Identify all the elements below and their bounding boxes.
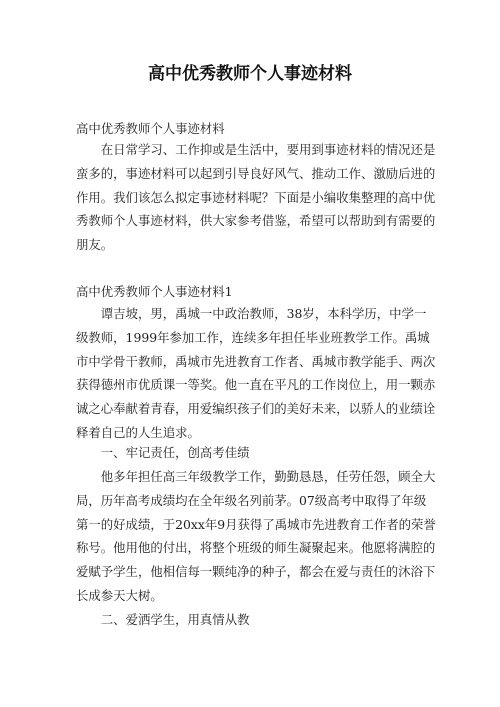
- document-title: 高中优秀教师个人事迹材料: [148, 64, 352, 84]
- section-one-heading: 高中优秀教师个人事迹材料1: [76, 284, 233, 299]
- section-one-paragraph: 谭吉坡，男，禹城一中政治教师，38岁，本科学历，中学一级教师，1999年参加工作，连续多年担任毕业班教学工作。禹城市中学骨干教师，禹城市先进教育工作者、禹城市教学能手、两次获得德州市优质课一等奖。他一直在平凡的工作岗位上，用一颗赤诚之心奉献着青春，用爱编织孩子们的美好未来，以骄人的业绩诠释着自己的人生追求。: [76, 306, 436, 440]
- sub-heading-love-students: 二、爱洒学生，用真情从教: [100, 612, 250, 627]
- intro-heading: 高中优秀教师个人事迹材料: [76, 121, 225, 136]
- sub-heading-responsibility: 一、牢记责任，创高考佳绩: [100, 445, 250, 460]
- sub-paragraph-responsibility: 他多年担任高三年级教学工作，勤勤恳恳，任劳任怨，顾全大局，历年高考成绩均在全年级名列前茅。07级高考中取得了年级第一的好成绩，于20xx年9月获得了禹城市先进教育工作者的荣誉称号。他用他的付出，将整个班级的师生凝聚起来。他愿将满腔的爱赋予学生，他相信每一颗纯净的种子，都会在爱与责任的沐浴下长成参天大树。: [76, 469, 436, 603]
- intro-paragraph: 在日常学习、工作抑或是生活中，要用到事迹材料的情况还是蛮多的，事迹材料可以起到引导良好风气、推动工作、激励后进的作用。我们该怎么拟定事迹材料呢？下面是小编收集整理的高中优秀教师个人事迹材料，供大家参考借鉴，希望可以帮助到有需要的朋友。: [76, 142, 436, 253]
